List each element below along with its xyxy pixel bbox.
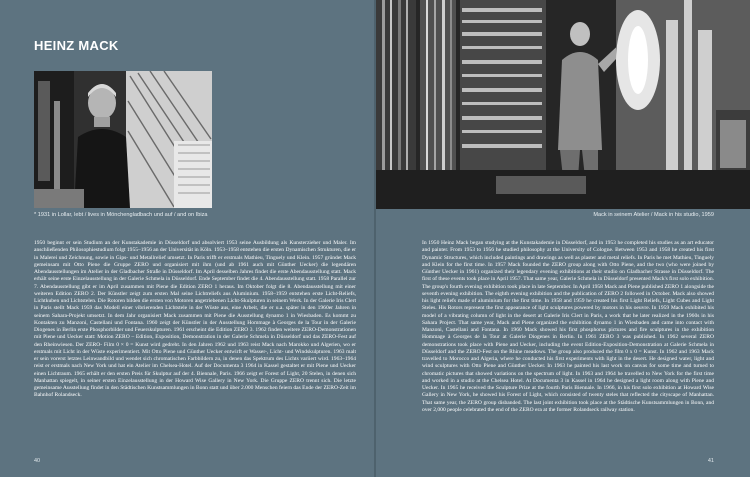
- portrait-caption: * 1931 in Lollar, lebt / lives in Mönchengladbach und auf / and on Ibiza: [34, 212, 208, 218]
- right-page: [376, 0, 750, 477]
- studio-photo-graphic: [376, 0, 750, 209]
- studio-caption: Mack in seinem Atelier / Mack in his studio, 1959: [593, 212, 714, 218]
- biography-text-german: 1950 beginnt er sein Studium an der Kunstakademie in Düsseldorf und absolviert 1953 seine Ausbildung als Kunsterzieher und Maler. Im anschließenden Philosophiestudium folgt 1955–1956 an der Universität in Köln. 1953–1958 entstehen die ersten Dynamischen Strukturen, die er in Malerei und Zeichnung, sowie in Gips- und Metallrelief umsetzt. In Paris trifft er erstmals Mathieu, Tinguely und Klein. 1957 gründet Mack gemeinsam mit Otto Piene die Gruppe ZERO und organisiert mit ihm (und ab 1961 auch mit Günther Uecker) die legendären Abendausstellungen im Atelier in der Gladbacher Straße in Düsseldorf. Im April desselben Jahres findet die erste Abendausstellung statt. Mack erhält seine erste Einzelausstellung in der Galerie Schmela in Düsseldorf. Ende September findet die 4. Abendausstellung statt. 1958 Parallel zur 7. Abendausstellung gibt er im April zusammen mit Piene die Edition ZERO 1 heraus. Im Oktober folgt die 8. Abendausstellung mit einer weiteren Edition ZERO 2. Der Künstler zeigt zum ersten Mal seine Lichtreliefs aus Aluminium. 1958–1959 entstehen erste Licht-Reliefs, Lichtkuben und Lichtstelen. Die Rotoren bilden die ersten von Motoren angetriebenen Licht-Skulpturen in seinem Werk. In der Galerie Iris Clert in Paris stellt Mack 1959 das Modell einer vibrierenden Lichtstele in der Wüste aus, eine Arbeit, die er u.a. später in den 1960er Jahren in seinem Sahara-Projekt umsetzt. In dem Jahr organisiert Mack zusammen mit Piene die Ausstellung dynamo 1 in Wiesbaden. Es kommt zu Kontakten zu Manzoni, Castellani und Fontana. 1960 zeigt der Künstler in der Ausstellung Hommage à Georges de la Tour in der Galerie Diogenes in Berlin erste Phosphorbilder und Feuerskulpturen. 1961 erscheint die Edition ZERO 3. 1962 finden weitere ZERO-Demonstrationen mit Piene und Uecker statt: Motion ZERO – Edition, Exposition, Demonstration in der Galerie Schmela in Düsseldorf und das ZERO-Fest auf den Rheinwiesen. Der ZERO- Film 0 × 0 = Kunst wird gedreht. In den Jahren 1962 und 1963 reist Mack nach Marokko und Algerien, wo er erstmals mit Licht in der Wüste experimentiert. Mit Otto Piene und Günther Uecker entwirft er Wasser-, Licht- und Windskulpturen. 1963 malt er sein vorerst letztes Leinwandbild und wendet sich chromatischen Farbbildern zu, in denen das Spektrum des Lichts variiert wird. 1963–1964 reist er erstmals nach New York und hat ein Atelier im Chelsea-Hotel. Auf der Documenta 3 1964 in Kassel gestaltet er mit Piene und Uecker einen Lichtraum. 1965 erhält er den ersten Preis für Skulptur auf der 4. Biennale, Paris. 1966 zeigt er Forest of Light, 20 Stelen, in denen sich Manhattan spiegelt, in seiner ersten Einzelausstellung in der Howard Wise Gallery in New York. Die Gruppe ZERO trennt sich. Die letzte gemeinsame Ausstellung findet in den Städtischen Kunstsammlungen in Bonn statt und über 2.000 Menschen feiern das Ende der ZERO-Zeit im Bahnhof Rolandseck.: [34, 240, 356, 399]
- portrait-photo-graphic: [34, 71, 212, 208]
- page-number-right: 41: [707, 458, 714, 464]
- page-number-left: 40: [34, 458, 41, 464]
- left-page: [0, 0, 374, 477]
- portrait-photo: [34, 71, 212, 208]
- studio-photo: [376, 0, 750, 209]
- page-title: HEINZ MACK: [34, 38, 119, 53]
- biography-text-english: In 1950 Heinz Mack began studying at the Kunstakademie in Düsseldorf, and in 1953 he completed his studies as an art educator and painter. From 1953 to 1956 he studied philosophy at the University of Cologne. Between 1953 and 1958 he created his first Dynamic Structures, which included paintings and drawings as well as plaster and metal reliefs. In Paris he met Mathieu, Tinguely and Klein for the first time. In 1957 Mack founded the ZERO group along with Otto Piene, and the two (who were joined by Günther Uecker in 1961) organized their legendary evening exhibitions at their studio on Gladbacher Strasse in Düsseldorf. The first of these events took place in April 1957. That same year, Galerie Schmela in Düsseldorf presented Mack's first solo exhibition. The group's fourth evening exhibition took place in late September. In April 1958 Mack and Piene published ZERO 1 alongside the seventh evening exhibition. The eighth evening exhibition and the publication of ZERO 2 followed in October. Mack also showed his light reliefs made of aluminium for the first time. In 1958 and 1959 he created his first Light Reliefs, Light Cubes and Light Steles. His Rotors represent the first appearance of light sculptures powered by motors in his oeuvre. In 1959 Mack exhibited his model of a vibrating column of light in the desert at Galerie Iris Clert in Paris, a work that he later realized in the 1960s in his Sahara Project. That same year, Mack and Piene organized the exhibition dynamo 1 in Wiesbaden and came into contact with Manzoni, Castellani and Fontana. In 1960 Mack showed his first phosphorus pictures and fire sculptures in the exhibition Hommage à Georges de la Tour at Galerie Diogenes in Berlin. In 1961 ZERO 3 was published. In 1962 several ZERO demonstrations took place with Piene and Uecker, including the event Edition-Exposition-Demonstration at Galerie Schmela in Düsseldorf and the ZERO-Fest on the Rhine meadows. The group also produced the film 0 x 0 = Kunst. In 1962 and 1963 Mack travelled to Morocco and Algeria, where he conducted his first experiments with light in the desert. He designed water, light and wind sculptures with Otto Piene and Günther Uecker. In 1963 he painted his last work on canvas for some time and turned to chromatic pictures that showed variations on the spectrum of light. In 1963 and 1964 he travelled to New York for the first time and worked in a studio at the Chelsea Hotel. At Documenta 3 in Kassel in 1964 he designed a light room along with Piene and Uecker. In 1965 he received the Sculpture Prize at the fourth Paris Biennale. In 1966, in his first solo exhibition at Howard Wise Gallery in New York, he showed his Forest of Light, which consisted of twenty steles that reflected the cityscape of Manhattan. That same year, the ZERO group disbanded. The last joint exhibition took place at the Städtische Kunstsammlungen in Bonn, and over 2,000 people celebrated the end of the ZERO era at the former Rolandseck railway station.: [422, 240, 714, 413]
